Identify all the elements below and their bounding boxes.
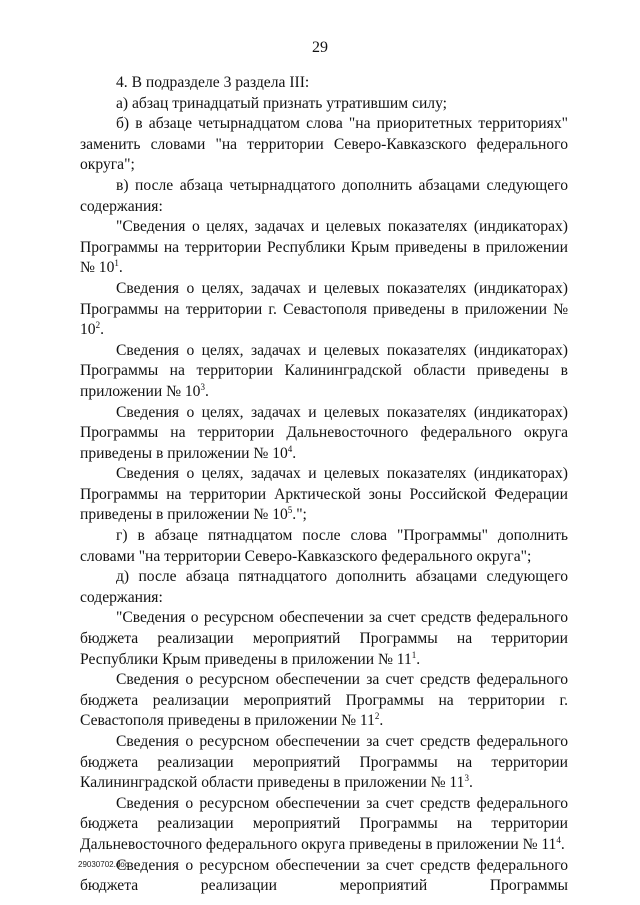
paragraph-text: б) в абзаце четырнадцатом слова "на приоритетных территориях" заменить словами "на территории Северо-Кавказского федерального округа"; bbox=[80, 115, 568, 174]
paragraph-text: Сведения о ресурсном обеспечении за счет средств федерального бюджета реализации мероприятий Программы bbox=[80, 856, 568, 895]
paragraph-text: д) после абзаца пятнадцатого дополнить абзацами следующего содержания: bbox=[80, 568, 568, 606]
superscript-index: 3 bbox=[464, 773, 469, 784]
paragraph-tail: . bbox=[416, 650, 421, 668]
paragraph-tail: ."; bbox=[292, 506, 307, 524]
paragraph-tail: . bbox=[468, 774, 473, 792]
paragraph-text: Сведения о целях, задачах и целевых показателях (индикаторах) Программы на территории Дальневосточного федерального округа приведены в приложении № 10 bbox=[80, 403, 568, 462]
paragraph bbox=[80, 608, 568, 670]
paragraph bbox=[80, 279, 568, 341]
superscript-index: 2 bbox=[95, 320, 101, 331]
paragraph-tail: . bbox=[118, 259, 123, 277]
superscript-index: 4 bbox=[556, 834, 561, 845]
superscript-index: 1 bbox=[114, 258, 119, 269]
superscript-index: 3 bbox=[200, 381, 205, 392]
paragraph-text: "Сведения о ресурсном обеспечении за счет средств федерального бюджета реализации мероприятий Программы на территории Республики Крым приведены в приложении № 11 bbox=[80, 609, 568, 668]
paragraph-text: Сведения о ресурсном обеспечении за счет средств федерального бюджета реализации мероприятий Программы на территории г. Севастополя приведены в приложении № 11 bbox=[80, 671, 568, 730]
paragraph-text: а) абзац тринадцатый признать утратившим силу; bbox=[116, 94, 448, 112]
paragraph bbox=[80, 94, 568, 115]
file-name-footer: 29030702.doc bbox=[78, 860, 129, 869]
paragraph-tail: . bbox=[100, 321, 104, 339]
paragraph bbox=[80, 464, 568, 526]
paragraph-text: Сведения о целях, задачах и целевых показателях (индикаторах) Программы на территории г. Севастополя приведены в приложении № 10 bbox=[80, 279, 568, 339]
paragraph bbox=[80, 567, 568, 608]
paragraph-tail: . bbox=[204, 382, 209, 400]
page-number: 29 bbox=[312, 39, 328, 56]
superscript-index: 2 bbox=[374, 711, 380, 722]
paragraph-text: 4. В подразделе 3 раздела III: bbox=[116, 74, 310, 91]
superscript-index: 4 bbox=[287, 443, 293, 454]
paragraph bbox=[80, 732, 568, 794]
paragraph bbox=[80, 217, 568, 279]
document-body bbox=[80, 73, 568, 897]
paragraph-tail: . bbox=[292, 444, 297, 462]
paragraph bbox=[80, 670, 568, 732]
paragraph-tail: . bbox=[379, 712, 384, 730]
paragraph bbox=[80, 114, 568, 176]
paragraph-tail: . bbox=[560, 835, 565, 853]
paragraph-text: "Сведения о целях, задачах и целевых показателях (индикаторах) Программы на территории Республики Крым приведены в приложении № 10 bbox=[80, 218, 568, 277]
paragraph-text: Сведения о ресурсном обеспечении за счет средств федерального бюджета реализации мероприятий Программы на территории Дальневосточного федерального округа приведены в приложении № 11 bbox=[80, 794, 568, 853]
paragraph bbox=[80, 176, 568, 217]
paragraph-text: г) в абзаце пятнадцатом после слова "Программы" дополнить словами "на территории Северо-Кавказского федерального округа"; bbox=[80, 527, 568, 565]
paragraph bbox=[80, 856, 568, 897]
paragraph bbox=[80, 526, 568, 567]
paragraph bbox=[80, 794, 568, 856]
paragraph-text: Сведения о целях, задачах и целевых показателях (индикаторах) Программы на территории Калининградской области приведены в приложении № 10 bbox=[80, 341, 568, 400]
paragraph bbox=[80, 403, 568, 465]
paragraph-text: Сведения о целях, задачах и целевых показателях (индикаторах) Программы на территории Арктической зоны Российской Федерации приведены в приложении № 10 bbox=[80, 465, 568, 524]
paragraph bbox=[80, 341, 568, 403]
superscript-index: 5 bbox=[287, 505, 293, 516]
paragraph bbox=[80, 73, 568, 94]
superscript-index: 1 bbox=[411, 649, 417, 660]
paragraph-text: в) после абзаца четырнадцатого дополнить абзацами следующего содержания: bbox=[80, 176, 568, 215]
paragraph-text: Сведения о ресурсном обеспечении за счет средств федерального бюджета реализации мероприятий Программы на территории Калининградской области приведены в приложении № 11 bbox=[80, 733, 568, 792]
